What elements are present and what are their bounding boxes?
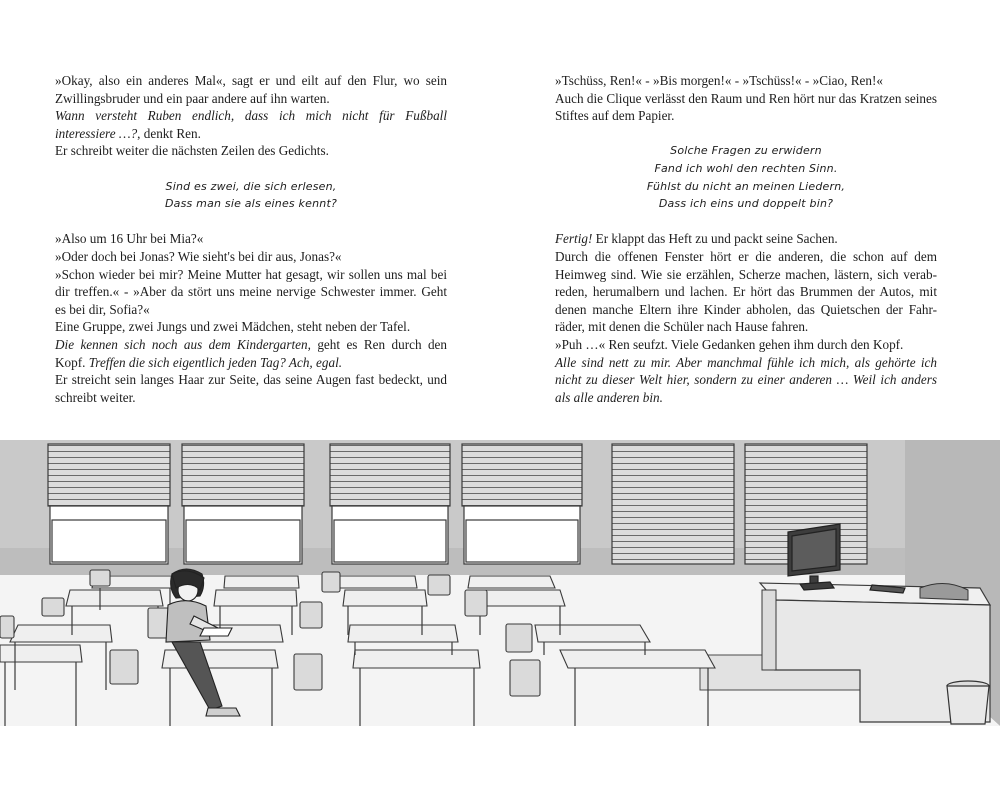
paragraph: Eine Gruppe, zwei Jungs und zwei Mädchen, steht neben der Tafel. <box>55 319 411 335</box>
spacer <box>555 125 937 143</box>
thought-line <box>555 354 937 372</box>
paragraph: Durch die offenen Fenster hört er die anderen, die schon auf dem <box>555 248 937 264</box>
chair <box>42 598 64 616</box>
poem-line: Solche Fragen zu erwidern <box>670 144 822 158</box>
italic-thought: Die kennen sich noch aus dem Kindergarten, <box>55 336 311 352</box>
chair <box>110 650 138 684</box>
paragraph-line: Zwillingsbruder und ein paar andere auf ihn warten. <box>55 90 330 106</box>
thought-line <box>555 371 937 389</box>
dialogue-line: »Oder doch bei Jonas? Wie sieht's bei dir aus, Jonas?« <box>55 248 342 264</box>
desk <box>560 650 715 668</box>
desk <box>353 650 480 668</box>
desk <box>468 576 555 588</box>
desk <box>348 625 458 642</box>
thought-line <box>55 125 447 143</box>
italic-thought: nicht zu dieser Welt hier, sondern zu einer anderen … Weil ich anders <box>555 372 937 388</box>
chair <box>0 616 14 638</box>
poem-line: Fühlst du nicht an meinen Liedern, <box>646 179 846 193</box>
chair <box>322 572 340 592</box>
italic-thought: Wann versteht Ruben endlich, dass ich mich nicht für Fußball <box>55 108 447 124</box>
italic-thought: Fertig! <box>555 231 593 247</box>
narration: Kopf. <box>55 354 89 370</box>
right-page-text <box>555 72 937 406</box>
window-1 <box>48 444 170 564</box>
window-3 <box>330 444 450 564</box>
spacer <box>55 160 447 178</box>
paragraph: Er schreibt weiter die nächsten Zeilen des Gedichts. <box>55 143 329 159</box>
dialogue-line: »Also um 16 Uhr bei Mia?« <box>55 231 204 247</box>
paragraph: »Puh …« Ren seufzt. Viele Gedanken gehen ihm durch den Kopf. <box>555 336 904 352</box>
notebook <box>200 628 232 636</box>
paragraph: »Okay, also ein anderes Mal«, sagt er und eilt auf den Flur, wo sein <box>55 73 447 88</box>
narration: geht es Ren durch den <box>310 336 448 352</box>
thought-line <box>555 389 937 407</box>
spacer <box>555 213 937 231</box>
chair <box>428 575 450 595</box>
paragraph-line: schreibt weiter. <box>55 389 136 405</box>
dialogue-line: »Tschüss, Ren!« - »Bis morgen!« - »Tschüss!« - »Ciao, Ren!« <box>555 73 883 88</box>
paragraph: Er streicht sein langes Haar zur Seite, das seine Augen fast bedeckt, und <box>55 372 447 388</box>
thought-line <box>55 107 447 125</box>
paragraph-line: Stiftes auf dem Papier. <box>555 108 675 124</box>
desk <box>338 576 417 588</box>
poem-line: Fand ich wohl den rechten Sinn. <box>654 161 838 175</box>
chair <box>465 590 487 616</box>
italic-thought: interessiere …? <box>55 125 138 141</box>
paragraph <box>555 230 937 248</box>
desk <box>0 645 82 662</box>
poem-line: Dass ich eins und doppelt bin? <box>658 197 834 211</box>
paragraph-line: räder, mit denen die Schüler nach Hause fahren. <box>555 319 809 335</box>
narration: Er klappt das Heft zu und packt seine Sachen. <box>592 231 838 247</box>
poem-line: Dass man sie als eines kennt? <box>165 197 337 211</box>
paragraph-line <box>55 336 447 354</box>
spacer <box>55 213 447 231</box>
chair <box>506 624 532 652</box>
chair <box>90 570 110 586</box>
dialogue-line: dir treffen.« - »Aber da stört uns meine nervige Schwester immer. Geht <box>55 284 447 300</box>
paragraph-line <box>55 354 447 372</box>
chair <box>294 654 322 690</box>
italic-thought: Treffen die sich eigentlich jeden Tag? Ach, egal. <box>88 354 343 370</box>
italic-thought: Alle sind nett zu mir. Aber manchmal fühle ich mich, als gehörte ich <box>555 354 937 370</box>
window-5 <box>612 444 734 564</box>
dialogue-line: »Schon wieder bei mir? Meine Mutter hat gesagt, wir sollen uns mal bei <box>55 266 447 282</box>
left-page-text <box>55 72 447 406</box>
desk <box>10 625 112 642</box>
classroom-illustration <box>0 440 1000 726</box>
chair <box>300 602 322 628</box>
window-2 <box>182 444 304 564</box>
narration: , denkt Ren. <box>137 125 201 141</box>
paragraph-line: reden, herumalbern und lachen. Er hört das Brummen der Autos, mit <box>555 284 937 300</box>
italic-thought: als alle anderen bin. <box>555 389 663 405</box>
desk <box>214 590 297 606</box>
desk <box>343 590 427 606</box>
chair <box>510 660 540 696</box>
wastebasket <box>947 681 989 724</box>
paragraph-line: denen manche Eltern ihre Kinder abholen, das Quietschen der Fahr- <box>555 301 937 317</box>
paragraph-line: Heimweg sind. Wie sie erzählen, Scherze machen, lästern, sich verab- <box>555 266 937 282</box>
poem-line: Sind es zwei, die sich erlesen, <box>165 179 337 193</box>
desk <box>66 590 163 606</box>
desk <box>535 625 650 642</box>
dialogue-line: es bei dir, Sofia?« <box>55 301 150 317</box>
paragraph: Auch die Clique verlässt den Raum und Ren hört nur das Kratzen seines <box>555 90 937 106</box>
window-4 <box>462 444 582 564</box>
desk <box>224 576 299 588</box>
